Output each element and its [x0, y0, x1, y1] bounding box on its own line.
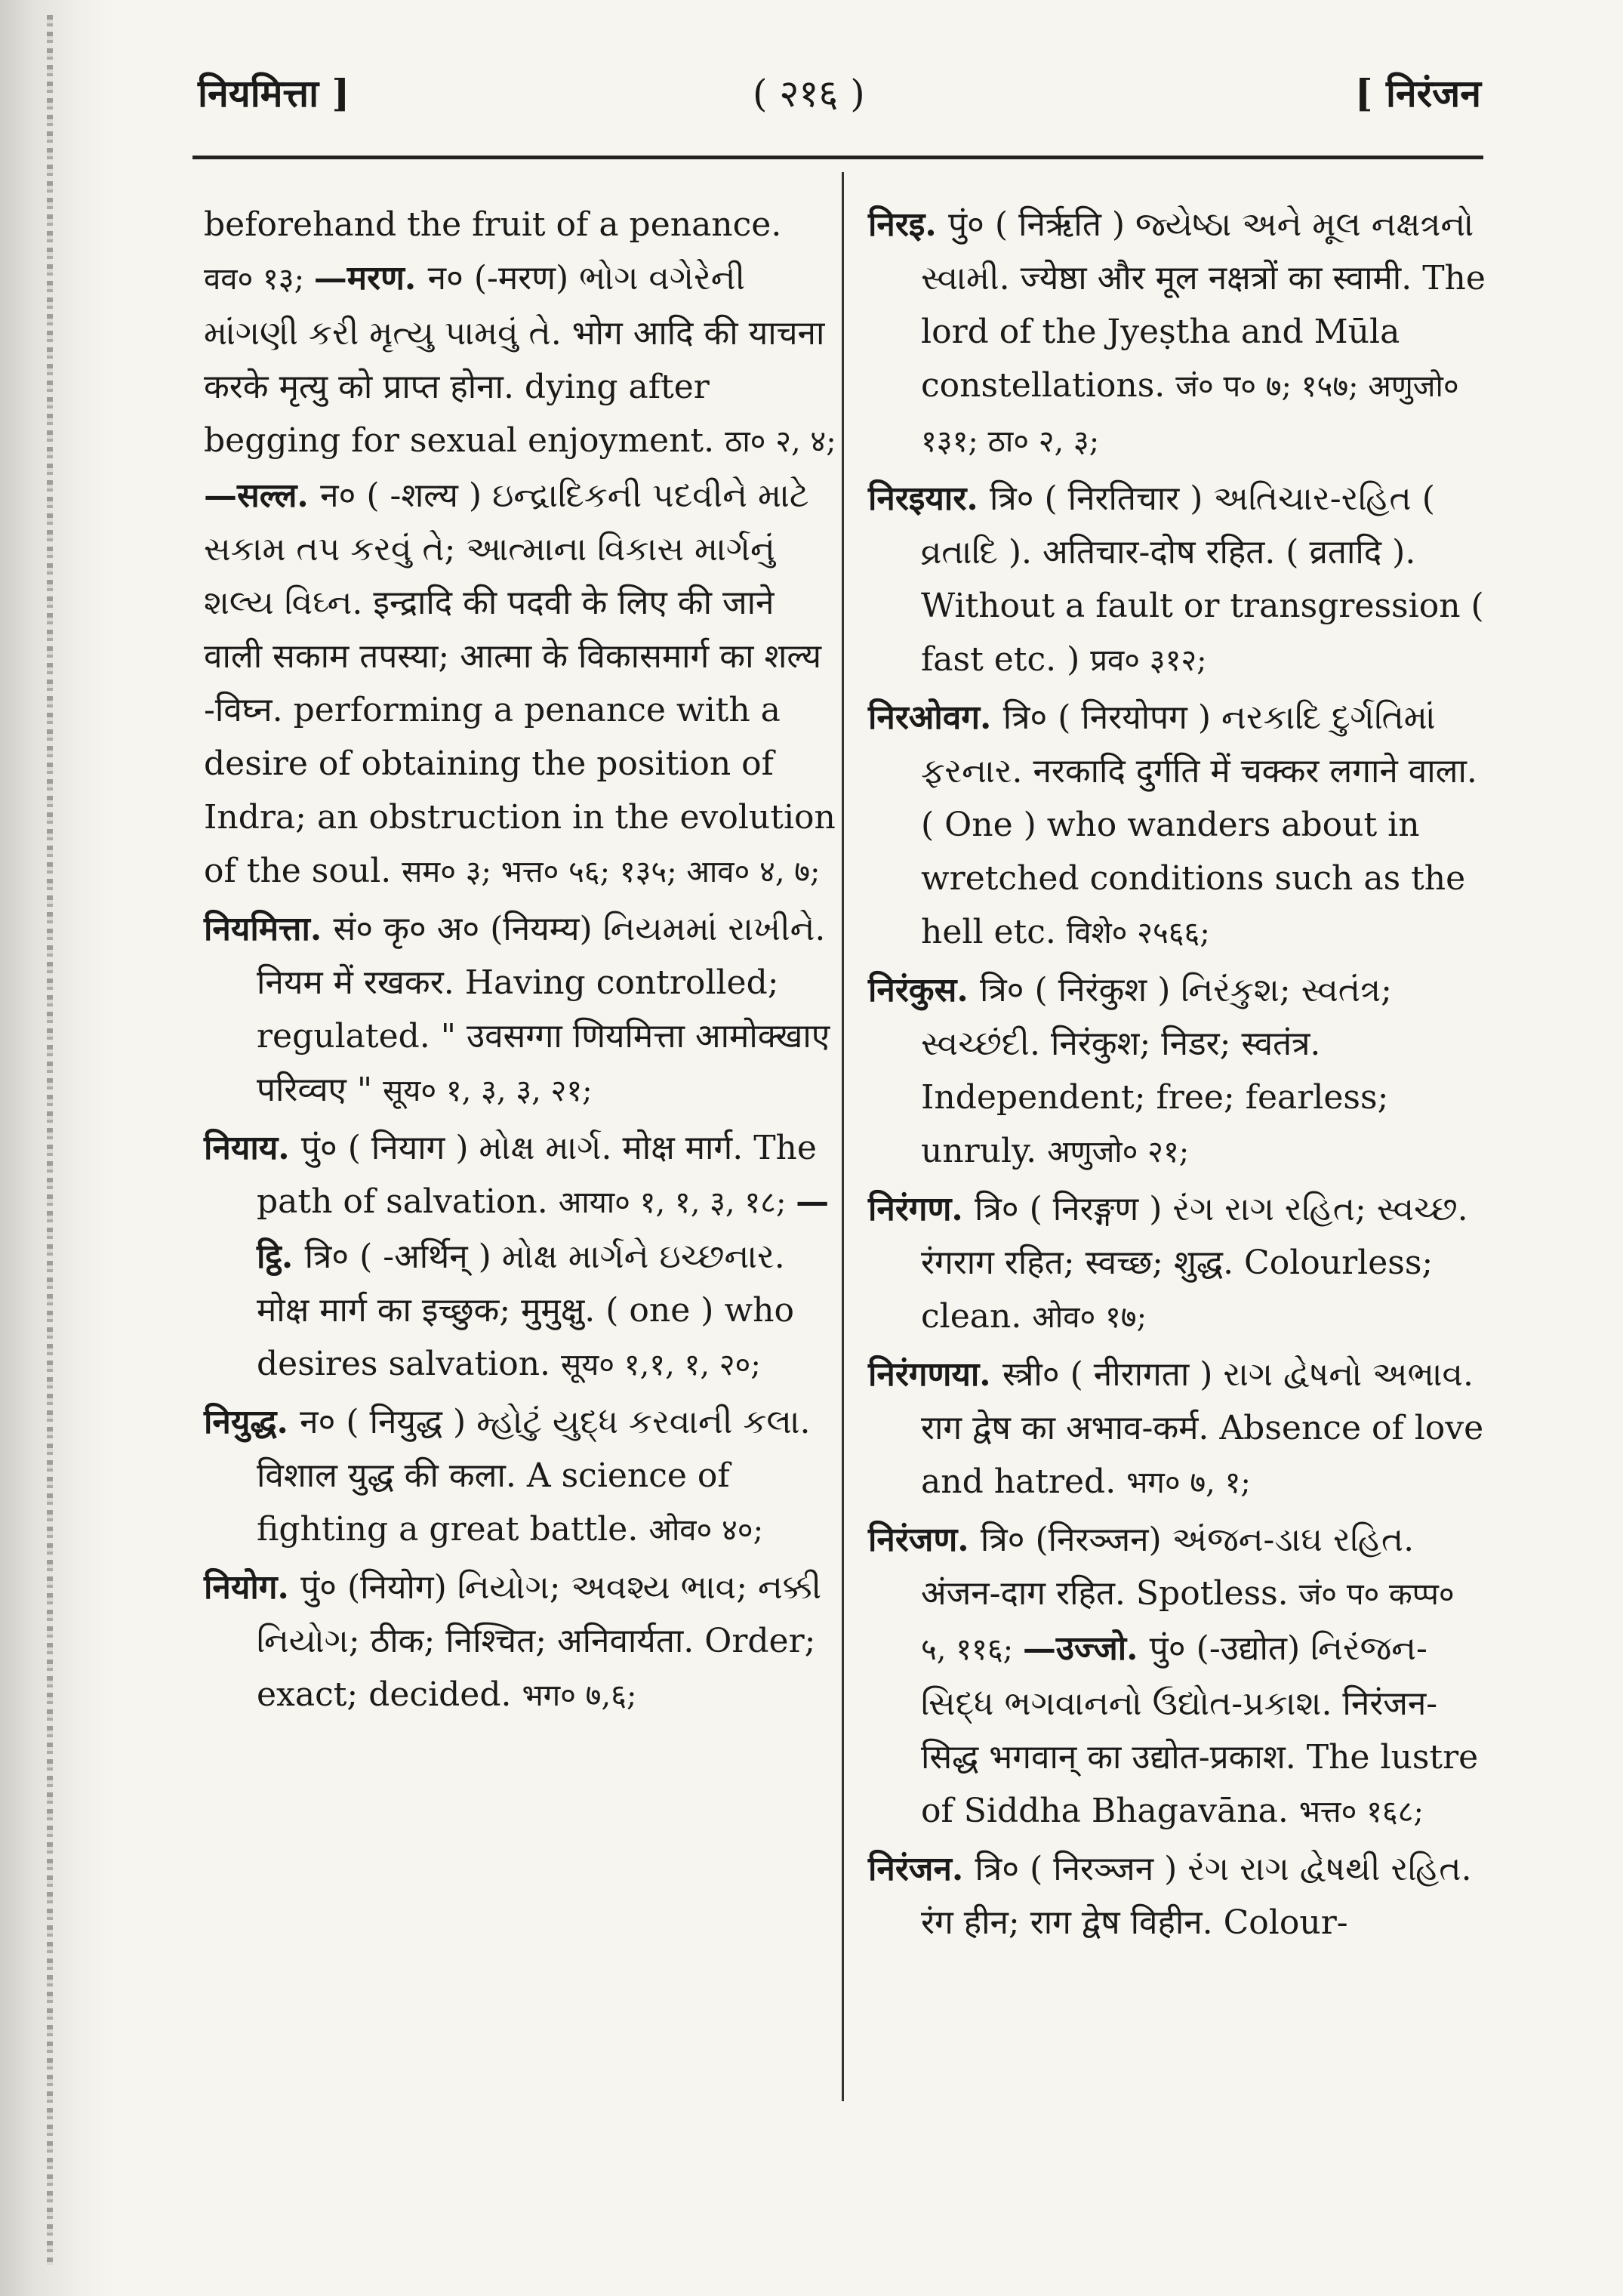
- gujarati-text: ઇન્દ્રાદિકની પદવીને માટે સકામ તપ કરવું તે; આત્માના વિકાસ માર્ગનું શલ્ય વિઘ્ન.: [204, 476, 809, 622]
- column-divider: [842, 172, 844, 2101]
- headword: निरओवग.: [868, 698, 1003, 737]
- english-gloss: Order; exact; decided.: [257, 1622, 816, 1714]
- citation-ref: भत्त० १६८;: [1298, 1795, 1424, 1829]
- gujarati-text: નિયમમાં રાખીને.: [602, 910, 826, 948]
- hindi-text: न० (-मरण): [427, 259, 580, 297]
- english-gloss: The path of salvation.: [257, 1129, 817, 1221]
- english-gloss: The lord of the Jyeṣtha and Mūla constellations.: [921, 259, 1486, 405]
- hindi-text: विशाल युद्ध की कला.: [257, 1456, 527, 1495]
- headword: नियुद्ध.: [204, 1403, 300, 1441]
- dictionary-entry-niyuddha: [204, 1395, 838, 1558]
- left-column: [204, 198, 838, 1726]
- hindi-text: अतिचार-दोष रहित. ( व्रतादि ).: [1042, 533, 1416, 572]
- english-gloss: Colourless; clean.: [921, 1244, 1434, 1336]
- hindi-text: स्त्री० ( नीरागता ): [1002, 1355, 1224, 1394]
- header-last-headword: [ निरंजन: [1354, 71, 1481, 116]
- gujarati-text: નિરંજન-સિદ્ધ ભગવાનનો ઉદ્યોત-પ્રકાશ.: [921, 1629, 1427, 1723]
- gujarati-text: જ્યેષ્ઠા અને મૂલ નક્ષત્રનો સ્વામી.: [921, 205, 1474, 297]
- sub-headword: —ट्ठि.: [257, 1182, 830, 1276]
- dictionary-entry-niyaya: [204, 1121, 838, 1392]
- hindi-text: ठीक; निश्चित; अनिवार्यता.: [370, 1622, 705, 1660]
- hindi-text: त्रि० ( निरंकुश ): [980, 971, 1181, 1009]
- right-column: [868, 198, 1487, 1952]
- dictionary-entry-nirai: [868, 198, 1487, 469]
- page-number: ( २१६ ): [753, 72, 865, 116]
- english-gloss: Colour-: [1223, 1903, 1348, 1942]
- citation-ref: वव० १३;: [204, 262, 314, 297]
- headword: निरइयार.: [868, 479, 990, 518]
- gujarati-text: અતિચાર-રહિત ( વ્રતાદિ ).: [921, 479, 1435, 572]
- dictionary-entry-nirankusa: [868, 963, 1487, 1179]
- dictionary-entry-niyamitta: [204, 902, 838, 1118]
- english-gloss: The lustre of Siddha Bhagavāna.: [921, 1738, 1479, 1830]
- gujarati-text: નિરંકુશ; સ્વતંત્ર; સ્વચ્છંદી.: [921, 971, 1392, 1063]
- hindi-text: मोक्ष मार्ग का इच्छुक; मुमुक्षु.: [257, 1291, 606, 1330]
- scan-binding-edge: [0, 0, 113, 2296]
- gujarati-text: રંગ રાગ રહિત; સ્વચ્છ.: [1172, 1190, 1468, 1228]
- sub-headword: —सल्ल.: [204, 476, 321, 515]
- gujarati-text: રાગ દ્વેષનો અભાવ.: [1223, 1355, 1474, 1394]
- header-rule: [192, 156, 1483, 159]
- hindi-text: पुं० (-उद्योत): [1149, 1629, 1311, 1668]
- hindi-text: त्रि० ( निरतिचार ): [989, 479, 1214, 518]
- citation-ref: आया० १, १, ३, १८;: [558, 1185, 796, 1220]
- hindi-text: निरंजन-सिद्ध भगवान् का उद्योत-प्रकाश.: [921, 1684, 1438, 1777]
- dictionary-entry-niranjana2: [868, 1842, 1487, 1949]
- hindi-text: त्रि० ( निरयोपग ): [1002, 698, 1222, 737]
- english-gloss: performing a penance with a desire of obtaining the position of Indra; an obstruction in the evolution of the soul.: [204, 691, 836, 890]
- sub-headword: —मरण.: [313, 259, 428, 297]
- citation-ref: प्रव० ३१२;: [1090, 643, 1207, 678]
- citation-ref: भग० ७, १;: [1126, 1465, 1251, 1500]
- header-first-headword: नियमित्ता ]: [198, 71, 350, 116]
- dictionary-entry-cont: [204, 198, 838, 899]
- hindi-text: ज्येष्ठा और मूल नक्षत्रों का स्वामी.: [1020, 259, 1423, 297]
- hindi-text: निरंकुश; निडर; स्वतंत्र.: [1050, 1025, 1321, 1063]
- hindi-text: त्रि० ( निरङ्गण ): [975, 1190, 1173, 1228]
- gujarati-text: રંગ રાગ દ્વેષથી રહિત.: [1187, 1850, 1472, 1888]
- hindi-text: इन्द्रादि की पदवी के लिए की जाने वाली सकाम तपस्या; आत्मा के विकासमार्ग का शल्य -विघ्न.: [204, 584, 822, 729]
- page-header: [198, 59, 1481, 127]
- citation-ref: जं० प० ७; १५७; अणुजो० १३१; ठा० २, ३;: [921, 369, 1459, 459]
- hindi-text: त्रि० (निरञ्जन): [980, 1521, 1172, 1559]
- citation-ref: सूय० १,१, १, २०;: [561, 1348, 761, 1382]
- dictionary-entry-niyoga: [204, 1561, 838, 1723]
- headword: नियोग.: [204, 1568, 301, 1607]
- hindi-text: राग द्वेष का अभाव-कर्म.: [921, 1409, 1220, 1447]
- gujarati-text: મોક્ષ માર્ગને ઇચ્છનાર.: [501, 1237, 785, 1276]
- citation-ref: जं० प० कप्प० ५, ११६;: [921, 1577, 1455, 1667]
- dictionary-entry-nirangana: [868, 1182, 1487, 1345]
- hindi-text: रंग हीन; राग द्वेष विहीन.: [921, 1903, 1224, 1942]
- gujarati-text: મ્હોટું યુદ્ધ કરવાની કલા.: [476, 1403, 811, 1441]
- headword: निरंकुस.: [868, 971, 980, 1009]
- hindi-text: त्रि० ( निरञ्जन ): [975, 1850, 1188, 1888]
- hindi-text: नरकादि दुर्गति में चक्कर लगाने वाला.: [1033, 752, 1477, 791]
- citation-ref: अणुजो० २१;: [1047, 1135, 1190, 1170]
- english-gloss: Having controlled; regulated.: [257, 963, 779, 1056]
- hindi-text: नियम में रखकर.: [257, 963, 465, 1002]
- citation-ref: ओव० १७;: [1032, 1300, 1147, 1335]
- sub-headword: —उज्जो.: [1022, 1629, 1150, 1668]
- hindi-text: सं० कृ० अ० (नियम्य): [333, 910, 603, 948]
- hindi-text: " उवसग्गा णियमित्ता आमोक्खाए परिव्वए ": [257, 1017, 830, 1109]
- gujarati-text: મોક્ષ માર્ગ.: [479, 1129, 623, 1167]
- english-gloss: ( one ) who desires salvation.: [257, 1291, 794, 1383]
- english-gloss: Independent; free; fearless; unruly.: [921, 1078, 1389, 1170]
- dictionary-entry-niraiyara: [868, 472, 1487, 688]
- english-gloss: Without a fault or transgression ( fast etc. ): [921, 587, 1484, 679]
- citation-ref: सम० ३; भत्त० ५६; १३५; आव० ४, ७;: [402, 855, 821, 889]
- citation-ref: सूय० १, ३, ३, २१;: [383, 1074, 593, 1108]
- english-gloss: Absence of love and hatred.: [921, 1409, 1484, 1501]
- hindi-text: न० ( नियुद्ध ): [300, 1403, 477, 1441]
- english-gloss: ( One ) who wanders about in wretched conditions such as the hell etc.: [921, 806, 1466, 951]
- citation-ref: विशे० २५६६;: [1066, 916, 1210, 951]
- hindi-text: रंगराग रहित; स्वच्छ; शुद्ध.: [921, 1244, 1245, 1282]
- citation-ref: ओव० ४०;: [648, 1513, 764, 1548]
- citation-ref: ठा० २, ४;: [725, 424, 836, 459]
- english-gloss: A science of fighting a great battle.: [257, 1456, 730, 1549]
- hindi-text: पुं० (नियोग): [300, 1568, 457, 1607]
- headword: नियाय.: [204, 1129, 301, 1167]
- gujarati-text: ભોગ વગેરેની માંગણી કરી મૃત્યુ પામવું તે.: [204, 259, 746, 353]
- english-gloss: dying after begging for sexual enjoyment.: [204, 368, 725, 460]
- headword: नियमित्ता.: [204, 910, 334, 948]
- dictionary-entry-niraovaga: [868, 691, 1487, 960]
- headword: निरंगणया.: [868, 1355, 1002, 1394]
- hindi-text: त्रि० ( -अर्थिन् ): [304, 1237, 502, 1276]
- hindi-text: पुं० ( निर्ऋति ): [948, 205, 1136, 244]
- gujarati-text: નિયોગ; અવશ્ય ભાવ; નક્કી નિયોગ;: [257, 1568, 822, 1660]
- headword: निरंजन.: [868, 1850, 975, 1888]
- hindi-text: न० ( -शल्य ): [320, 476, 493, 515]
- dictionary-entry-niranganaya: [868, 1348, 1487, 1510]
- english-gloss: beforehand the fruit of a penance.: [204, 205, 782, 244]
- gujarati-text: અંજન-ડાઘ રહિત.: [1172, 1521, 1415, 1559]
- headword: निरइ.: [868, 205, 949, 244]
- hindi-text: अंजन-दाग रहित.: [921, 1574, 1136, 1613]
- headword: निरंजण.: [868, 1521, 981, 1559]
- dictionary-entry-niranjana1: [868, 1513, 1487, 1839]
- english-gloss: Spotless.: [1135, 1574, 1299, 1613]
- hindi-text: भोग आदि की याचना करके मृत्यु को प्राप्त होना.: [204, 314, 825, 406]
- hindi-text: पुं० ( नियाग ): [300, 1129, 479, 1167]
- headword: निरंगण.: [868, 1190, 975, 1228]
- citation-ref: भग० ७,६;: [522, 1678, 637, 1713]
- hindi-text: मोक्ष मार्ग.: [622, 1129, 754, 1167]
- gujarati-text: નરકાદિ દુર્ગતિમાં ફરનાર.: [921, 698, 1436, 791]
